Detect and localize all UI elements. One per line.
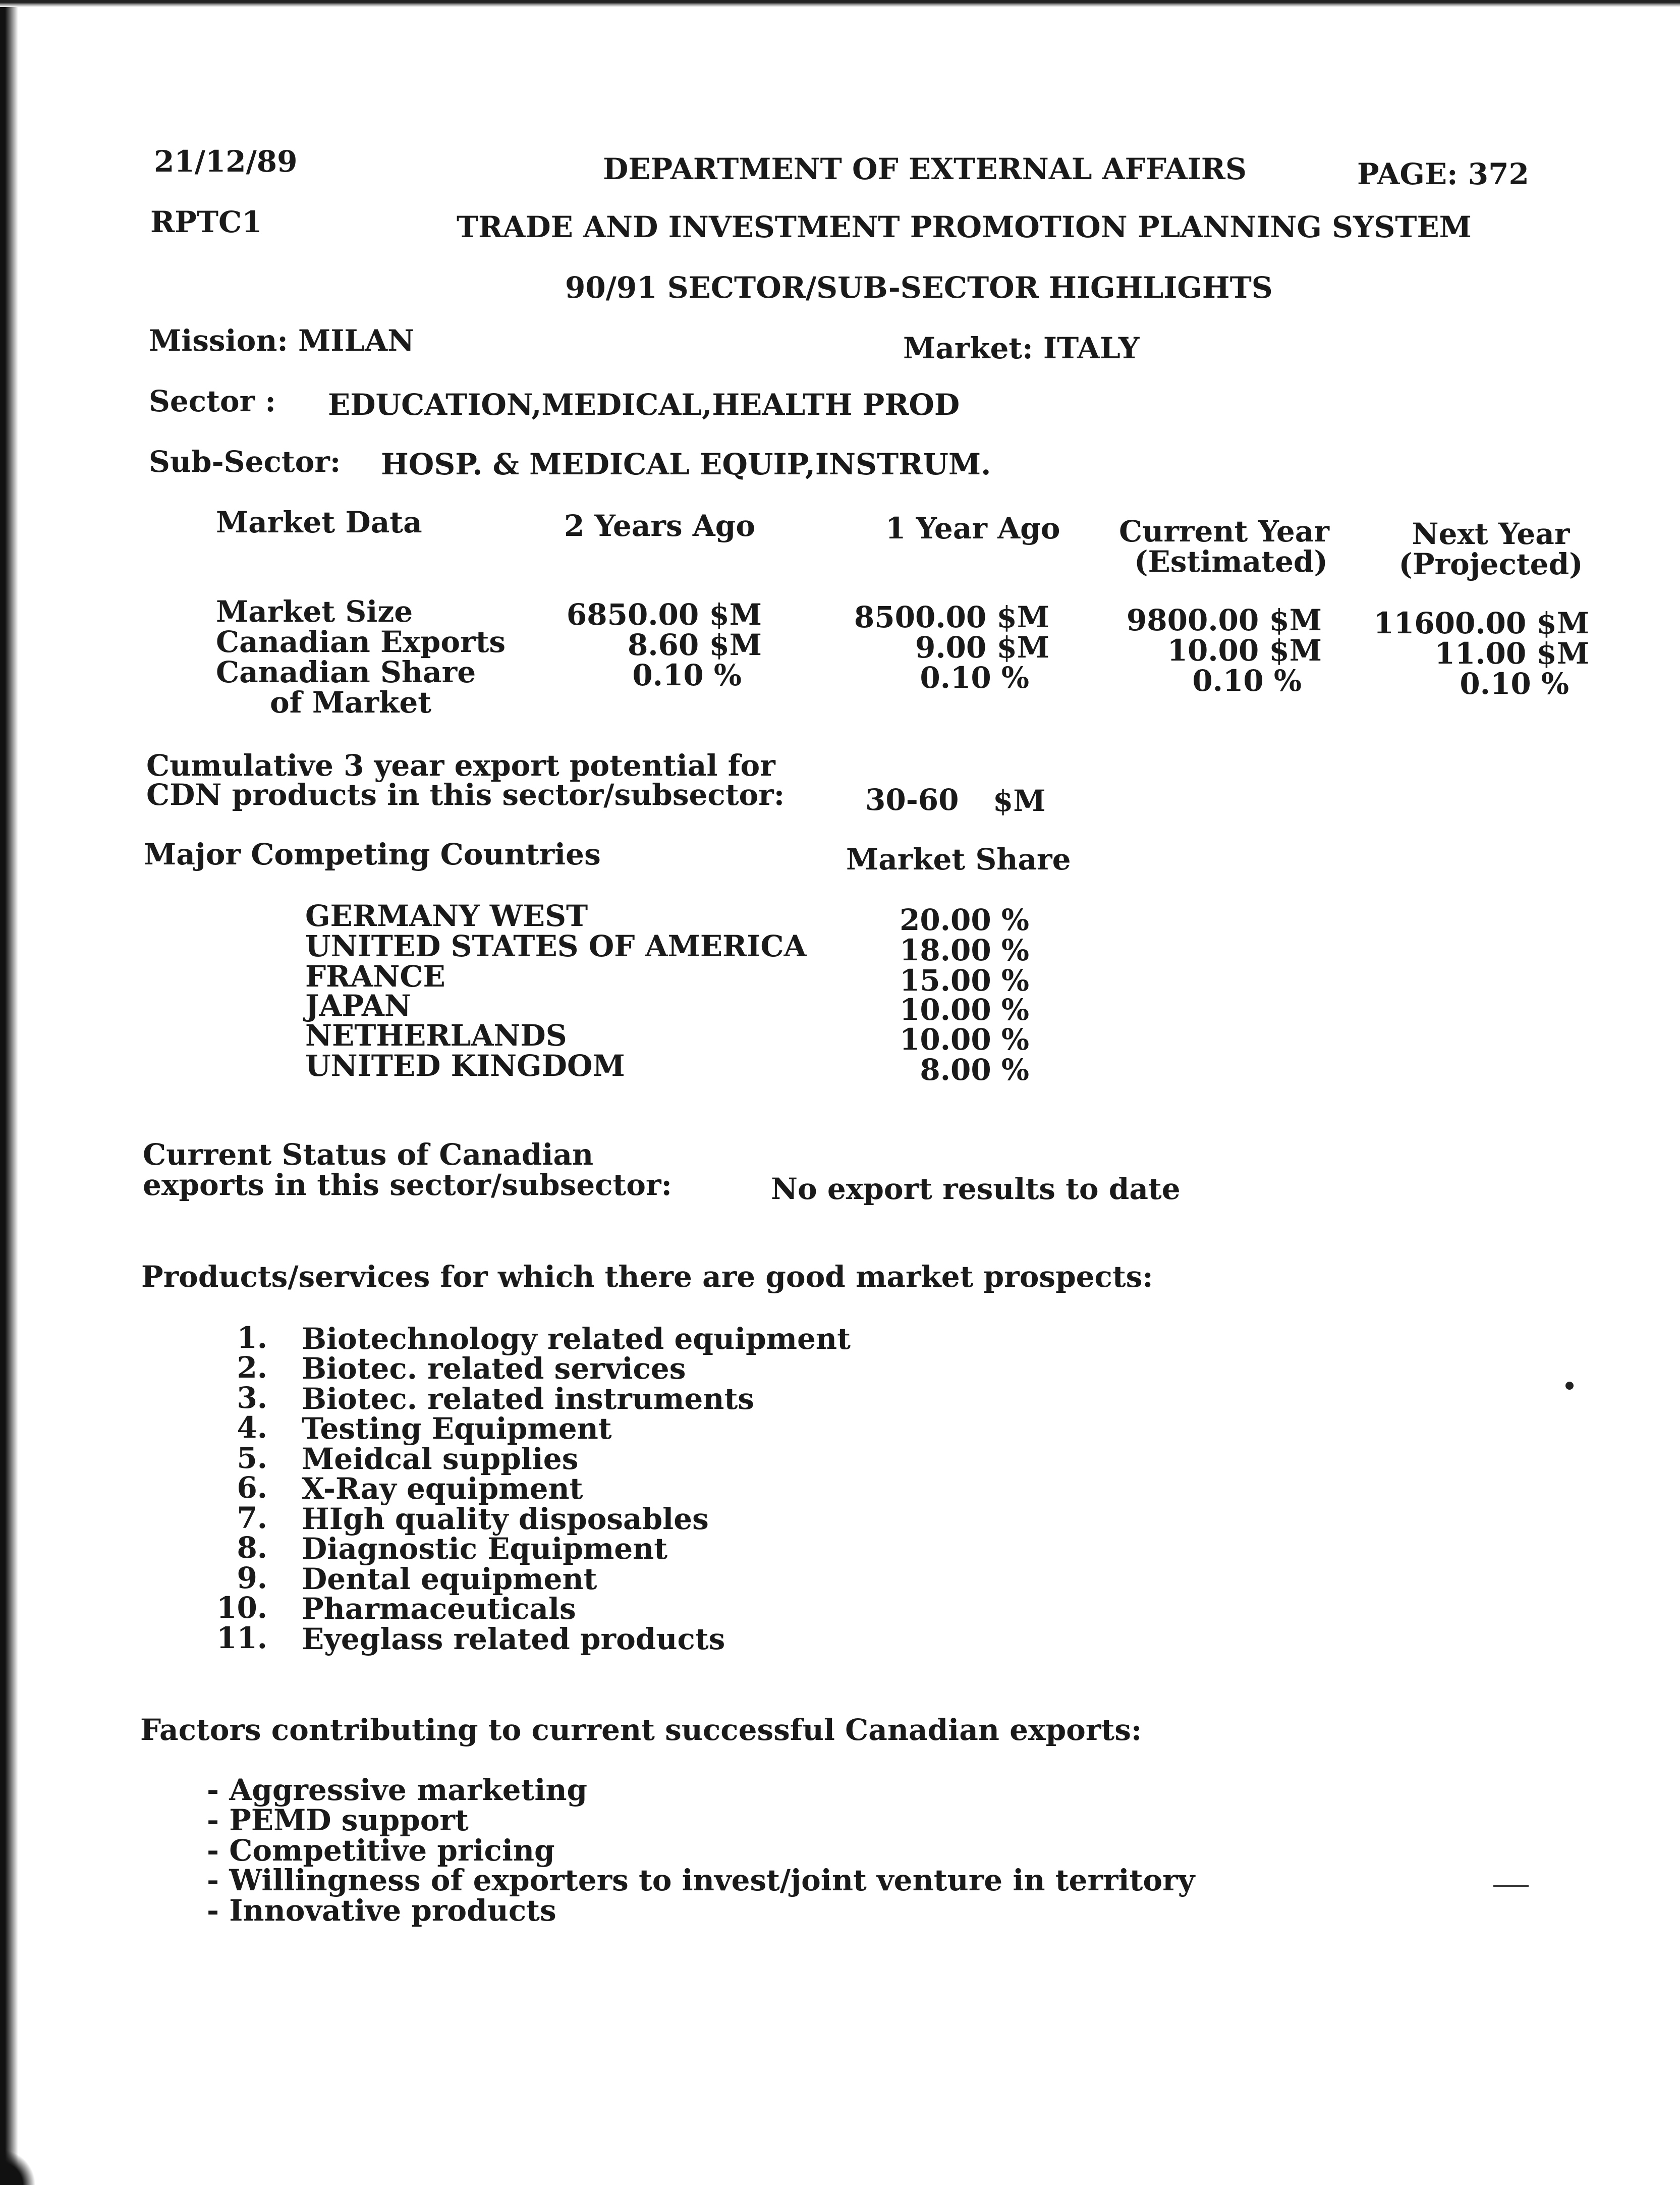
- status-line1: Current Status of Canadian: [143, 1137, 594, 1172]
- table-cell: 9.00 $M: [915, 630, 1049, 665]
- table-cell: 9800.00 $M: [1126, 603, 1322, 637]
- table-cell: 8.60 $M: [627, 628, 762, 662]
- competitor-country: GERMANY WEST: [305, 899, 588, 933]
- scan-corner-shadow: [0, 2140, 35, 2185]
- factors-heading: Factors contributing to current successful Canadian exports:: [140, 1713, 1142, 1747]
- list-item: - Willingness of exporters to invest/joint venture in territory: [207, 1863, 1195, 1897]
- list-item-number: 9.: [237, 1561, 267, 1595]
- competitor-share: 8.00 %: [920, 1053, 1029, 1087]
- competitors-heading: Major Competing Countries: [144, 837, 601, 871]
- competitor-country: UNITED STATES OF AMERICA: [305, 929, 807, 963]
- table-cell: 0.10 %: [920, 661, 1029, 695]
- table-cell: 0.10 %: [1460, 667, 1569, 701]
- market-data-header: Market Data: [216, 505, 422, 539]
- system-title: TRADE AND INVESTMENT PROMOTION PLANNING SYSTEM: [457, 210, 1472, 244]
- row-label-canadian-exports: Canadian Exports: [216, 625, 506, 659]
- table-cell: 10.00 $M: [1167, 633, 1322, 668]
- competitor-share: 10.00 %: [900, 1022, 1029, 1057]
- competitor-country: FRANCE: [305, 959, 445, 994]
- list-item: Biotec. related instruments: [302, 1382, 754, 1416]
- list-item: - PEMD support: [207, 1803, 469, 1837]
- list-item-number: 2.: [237, 1350, 267, 1385]
- table-cell: 6850.00 $M: [566, 597, 762, 632]
- status-value: No export results to date: [771, 1172, 1181, 1206]
- list-item: Testing Equipment: [302, 1411, 612, 1446]
- list-item: Eyeglass related products: [302, 1622, 725, 1656]
- products-heading: Products/services for which there are good market prospects:: [141, 1260, 1153, 1294]
- col-header-current-year-sub: (Estimated): [1134, 544, 1328, 579]
- table-cell: 11.00 $M: [1434, 636, 1589, 671]
- status-line2: exports in this sector/subsector:: [143, 1168, 672, 1202]
- list-item: Pharmaceuticals: [302, 1592, 576, 1626]
- col-header-1-year-ago: 1 Year Ago: [885, 511, 1060, 545]
- list-item-number: 3.: [237, 1381, 267, 1415]
- mission-field: Mission: MILAN: [149, 323, 415, 358]
- potential-unit: $M: [993, 784, 1046, 818]
- col-header-2-years-ago: 2 Years Ago: [564, 509, 756, 543]
- list-item: - Innovative products: [207, 1893, 556, 1928]
- competitor-share: 15.00 %: [900, 963, 1029, 998]
- competitor-share: 10.00 %: [900, 993, 1029, 1027]
- page-title: 90/91 SECTOR/SUB-SECTOR HIGHLIGHTS: [565, 270, 1273, 305]
- list-item-number: 4.: [237, 1410, 267, 1445]
- list-item-number: 8.: [237, 1531, 267, 1565]
- potential-value: 30-60: [865, 783, 959, 817]
- col-header-next-year-sub: (Projected): [1398, 547, 1583, 581]
- list-item: Biotechnology related equipment: [302, 1322, 851, 1356]
- col-header-current-year: Current Year: [1119, 514, 1329, 549]
- report-date: 21/12/89: [154, 144, 298, 179]
- table-cell: 0.10 %: [632, 658, 742, 692]
- scan-edge-left: [0, 0, 18, 2185]
- table-cell: 8500.00 $M: [854, 600, 1049, 634]
- list-item: Diagnostic Equipment: [302, 1532, 668, 1566]
- list-item: Meidcal supplies: [302, 1442, 579, 1476]
- sector-label: Sector :: [149, 384, 276, 418]
- table-cell: 11600.00 $M: [1373, 606, 1589, 640]
- list-item-number: 6.: [237, 1470, 267, 1505]
- scan-edge-top: [0, 0, 1680, 7]
- list-item-number: 7.: [237, 1501, 267, 1535]
- competitor-country: JAPAN: [305, 989, 411, 1023]
- list-item: X-Ray equipment: [302, 1471, 583, 1506]
- scan-mark: [1493, 1885, 1529, 1887]
- list-item: - Aggressive marketing: [207, 1773, 588, 1807]
- competitor-country: NETHERLANDS: [305, 1018, 567, 1053]
- subsector-value: HOSP. & MEDICAL EQUIP,INSTRUM.: [381, 447, 991, 481]
- table-cell: 0.10 %: [1192, 664, 1302, 698]
- market-field: Market: ITALY: [903, 331, 1140, 365]
- list-item: Dental equipment: [302, 1562, 597, 1596]
- competitor-country: UNITED KINGDOM: [305, 1049, 625, 1083]
- list-item-number: 1.: [237, 1321, 267, 1355]
- list-item: HIgh quality disposables: [302, 1502, 709, 1536]
- list-item-number: 10.: [216, 1591, 267, 1625]
- scan-speck: [1565, 1382, 1574, 1390]
- market-share-heading: Market Share: [846, 842, 1071, 877]
- list-item: - Competitive pricing: [207, 1833, 555, 1868]
- col-header-next-year: Next Year: [1412, 517, 1570, 551]
- sector-value: EDUCATION,MEDICAL,HEALTH PROD: [328, 388, 960, 422]
- competitor-share: 20.00 %: [900, 903, 1029, 937]
- list-item-number: 5.: [237, 1441, 267, 1475]
- subsector-label: Sub-Sector:: [149, 445, 341, 479]
- row-label-canadian-share-cont: of Market: [270, 685, 432, 720]
- page-number: PAGE: 372: [1357, 157, 1529, 191]
- competitor-share: 18.00 %: [900, 933, 1029, 967]
- row-label-market-size: Market Size: [216, 594, 413, 629]
- list-item: Biotec. related services: [302, 1351, 686, 1386]
- list-item-number: 11.: [216, 1621, 267, 1655]
- department-title: DEPARTMENT OF EXTERNAL AFFAIRS: [603, 152, 1247, 186]
- potential-line1: Cumulative 3 year export potential for: [146, 748, 775, 783]
- report-code: RPTC1: [150, 205, 262, 239]
- row-label-canadian-share: Canadian Share: [216, 655, 476, 689]
- potential-line2: CDN products in this sector/subsector:: [146, 778, 785, 812]
